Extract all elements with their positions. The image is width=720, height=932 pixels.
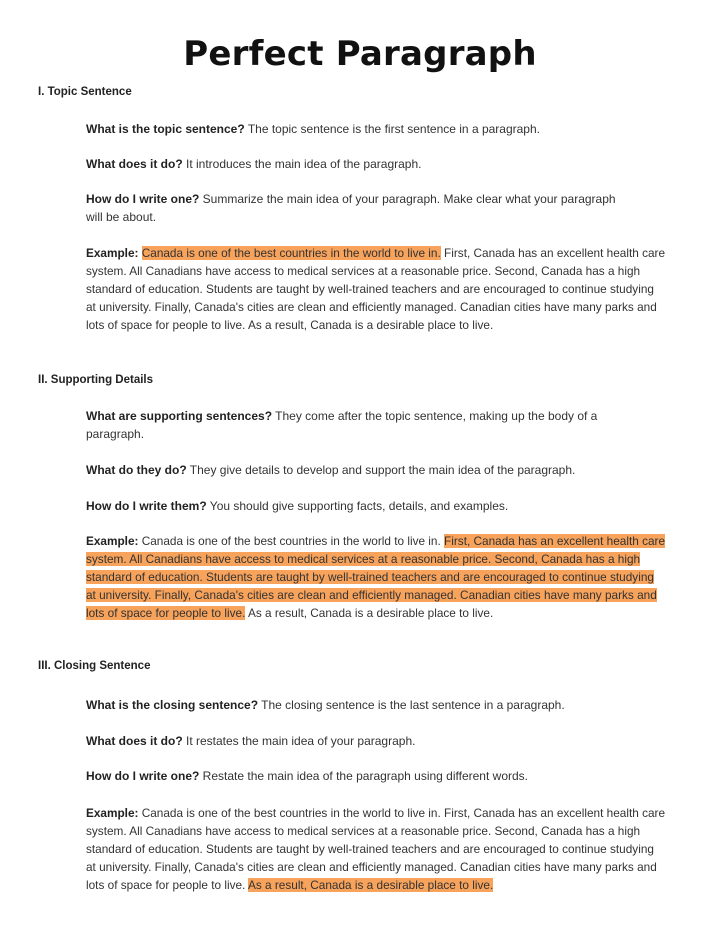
- example-label: Example:: [86, 246, 139, 260]
- question-label: What is the closing sentence?: [86, 698, 259, 712]
- highlighted-closing-sentence: As a result, Canada is a desirable place to live.: [247, 878, 494, 892]
- answer-text: Restate the main idea of the paragraph using different words.: [199, 769, 528, 783]
- page-title: Perfect Paragraph: [183, 34, 537, 74]
- question-label: What does it do?: [86, 157, 183, 171]
- answer-text: The closing sentence is the last sentence in a paragraph.: [258, 698, 565, 712]
- highlighted-topic-sentence: Canada is one of the best countries in the world to live in.: [141, 246, 441, 260]
- example-label: Example:: [86, 534, 139, 548]
- section-heading-closing-sentence: III. Closing Sentence: [38, 660, 151, 672]
- example-paragraph: [86, 804, 666, 894]
- answer-text: The topic sentence is the first sentence in a paragraph.: [244, 122, 540, 136]
- example-text-post: As a result, Canada is a desirable place to live.: [245, 606, 494, 620]
- question-label: How do I write one?: [86, 769, 200, 783]
- question-label: What do they do?: [86, 463, 187, 477]
- example-text-pre: Canada is one of the best countries in the world to live in.: [138, 534, 445, 548]
- qa-item: [86, 190, 631, 226]
- qa-item: [86, 155, 666, 173]
- answer-text: You should give supporting facts, details, and examples.: [206, 499, 509, 513]
- example-paragraph: [86, 532, 666, 622]
- question-label: How do I write them?: [86, 499, 207, 513]
- example-text-post: First, Canada has an excellent health care system. All Canadians have access to medical services at a reasonable price. Second, Canada has a high standard of education. Students are taught by well-trained teachers and are encouraged to continue studying at university. Finally, Canada's cities are clean and efficiently managed. Canadian cities have many parks and lots of space for people to live. As a result, Canada is a desirable place to live.: [86, 246, 666, 332]
- answer-text: It restates the main idea of your paragraph.: [182, 734, 416, 748]
- answer-text: They come after the topic sentence, making up the body of a paragraph.: [86, 409, 598, 441]
- question-label: How do I write one?: [86, 192, 200, 206]
- example-text-pre: Canada is one of the best countries in the world to live in. First, Canada has an excellent health care system. All Canadians have access to medical services at a reasonable price. Second, Canada has a high standard of education. Students are taught by well-trained teachers and are encouraged to continue studying at university. Finally, Canada's cities are clean and efficiently managed. Canadian cities have many parks and lots of space for people to live.: [86, 806, 666, 892]
- question-label: What does it do?: [86, 734, 183, 748]
- answer-text: They give details to develop and support the main idea of the paragraph.: [186, 463, 576, 477]
- qa-item: [86, 767, 666, 785]
- qa-item: [86, 696, 666, 714]
- section-heading-topic-sentence: I. Topic Sentence: [38, 86, 132, 98]
- qa-item: [86, 732, 666, 750]
- question-label: What are supporting sentences?: [86, 409, 273, 423]
- qa-item: [86, 407, 646, 443]
- qa-item: [86, 497, 666, 515]
- answer-text: It introduces the main idea of the paragraph.: [182, 157, 422, 171]
- highlighted-supporting-details: First, Canada has an excellent health care system. All Canadians have access to medical services at a reasonable price. Second, Canada has a high standard of education. Students are taught by well-trained teachers and are encouraged to continue studying at university. Finally, Canada's cities are clean and efficiently managed. Canadian cities have many parks and lots of space for people to live.: [86, 534, 666, 620]
- qa-item: [86, 120, 666, 138]
- example-paragraph: [86, 244, 666, 334]
- question-label: What is the topic sentence?: [86, 122, 245, 136]
- section-heading-supporting-details: II. Supporting Details: [38, 374, 154, 386]
- answer-text: Summarize the main idea of your paragraph. Make clear what your paragraph will be about.: [86, 192, 616, 224]
- example-label: Example:: [86, 806, 139, 820]
- qa-item: [86, 461, 666, 479]
